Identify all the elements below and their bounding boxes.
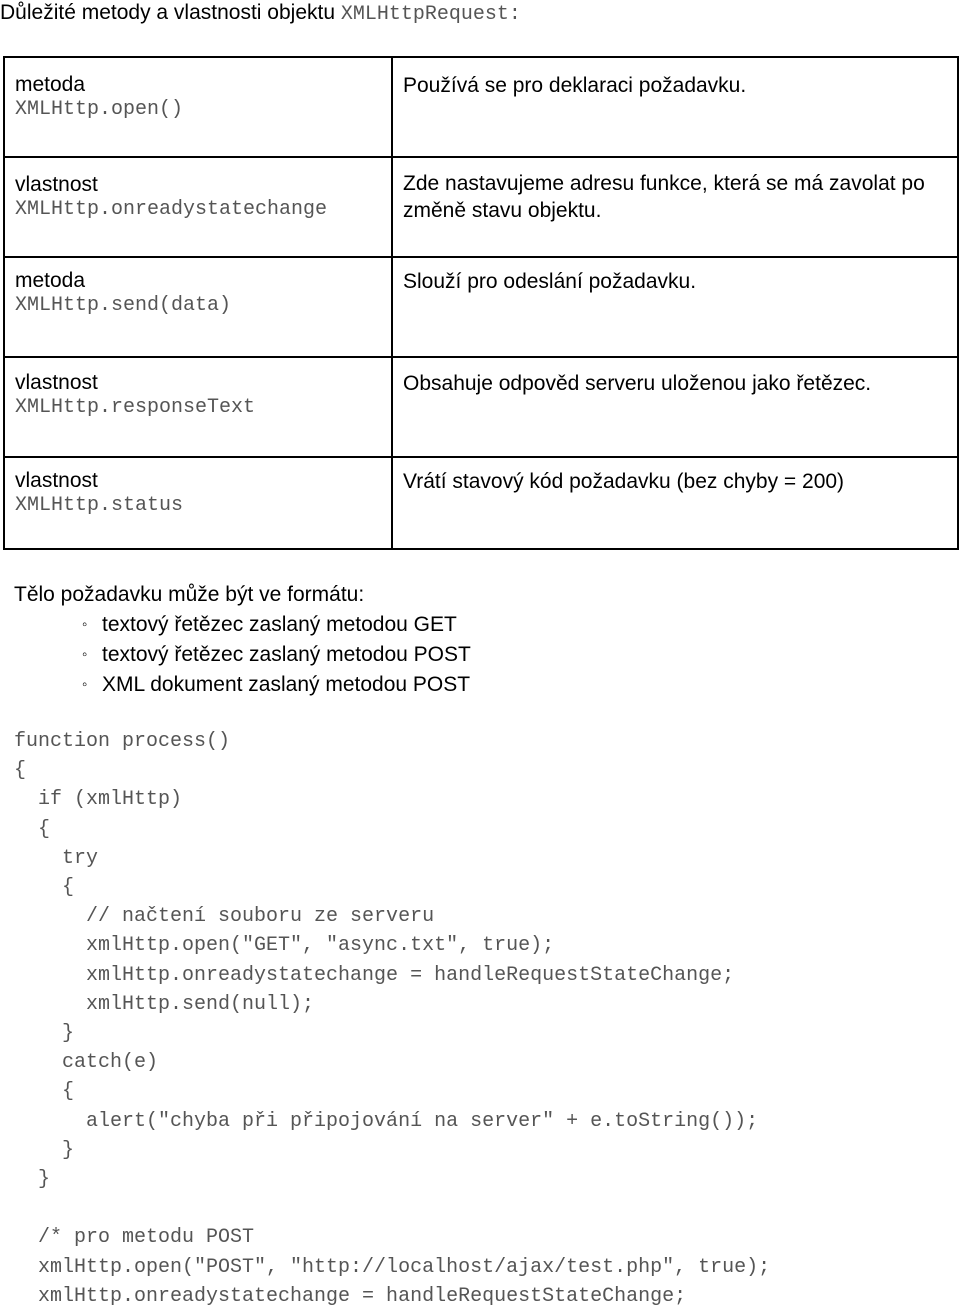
member-kind: vlastnost [15,371,98,394]
description-cell [392,257,958,357]
format-text: textový řetězec zaslaný metodou GET [102,613,457,636]
member-cell [4,157,392,257]
description-cell [392,57,958,157]
member-description: Zde nastavujeme adresu funkce, která se má zavolat po změně stavu objektu. [403,172,925,222]
member-cell [4,257,392,357]
member-description: Obsahuje odpověd serveru uloženou jako řetězec. [403,372,872,395]
table-row [4,57,958,157]
methods-table [3,56,959,550]
member-kind: metoda [15,73,86,96]
member-description: Slouží pro odeslání požadavku. [403,270,697,293]
member-name: XMLHttp.responseText [15,396,256,419]
member-name: XMLHttp.send(data) [15,294,232,317]
description-cell [392,357,958,457]
description-cell [392,157,958,257]
table-row [4,257,958,357]
member-kind: metoda [15,269,86,292]
member-kind: vlastnost [15,469,98,492]
table-row [4,457,958,549]
member-cell [4,457,392,549]
table-row [4,357,958,457]
member-name: XMLHttp.status [15,494,184,517]
member-description: Vrátí stavový kód požadavku (bez chyby = 200) [403,470,845,493]
request-body-intro: Tělo požadavku může být ve formátu: [14,583,365,606]
member-description: Používá se pro deklaraci požadavku. [403,74,747,97]
list-item [82,610,471,640]
format-text: XML dokument zaslaný metodou POST [102,673,471,696]
list-item [82,670,471,700]
heading-text: Důležité metody a vlastnosti objektu [0,1,341,24]
member-name: XMLHttp.open() [15,98,184,121]
list-item [82,640,471,670]
bullet-icon: ◦ [82,646,88,663]
code-listing: function process() { if (xmlHttp) { try { // načtení souboru ze serveru xmlHttp.open("GET", "async.txt", true); xmlHttp.onreadystatechange = handleRequestStateChange; xmlHttp.send(null); } catch(e) { alert("chyba při připojování na server" + e.toString()); } } /* pro metodu POST xmlHttp.open("POST", "http://localhost/ajax/test.php", true); xmlHttp.onreadystatechange = handleRequestStateChange; [14,730,771,1308]
format-text: textový řetězec zaslaný metodou POST [102,643,471,666]
member-cell [4,57,392,157]
member-cell [4,357,392,457]
member-name: XMLHttp.onreadystatechange [15,198,328,221]
description-cell [392,457,958,549]
bullet-icon: ◦ [82,616,88,633]
heading-object-name: XMLHttpRequest: [340,3,521,26]
bullet-icon: ◦ [82,676,88,693]
page-heading [0,0,521,28]
table-row [4,157,958,257]
member-kind: vlastnost [15,173,98,196]
format-list [82,610,471,700]
